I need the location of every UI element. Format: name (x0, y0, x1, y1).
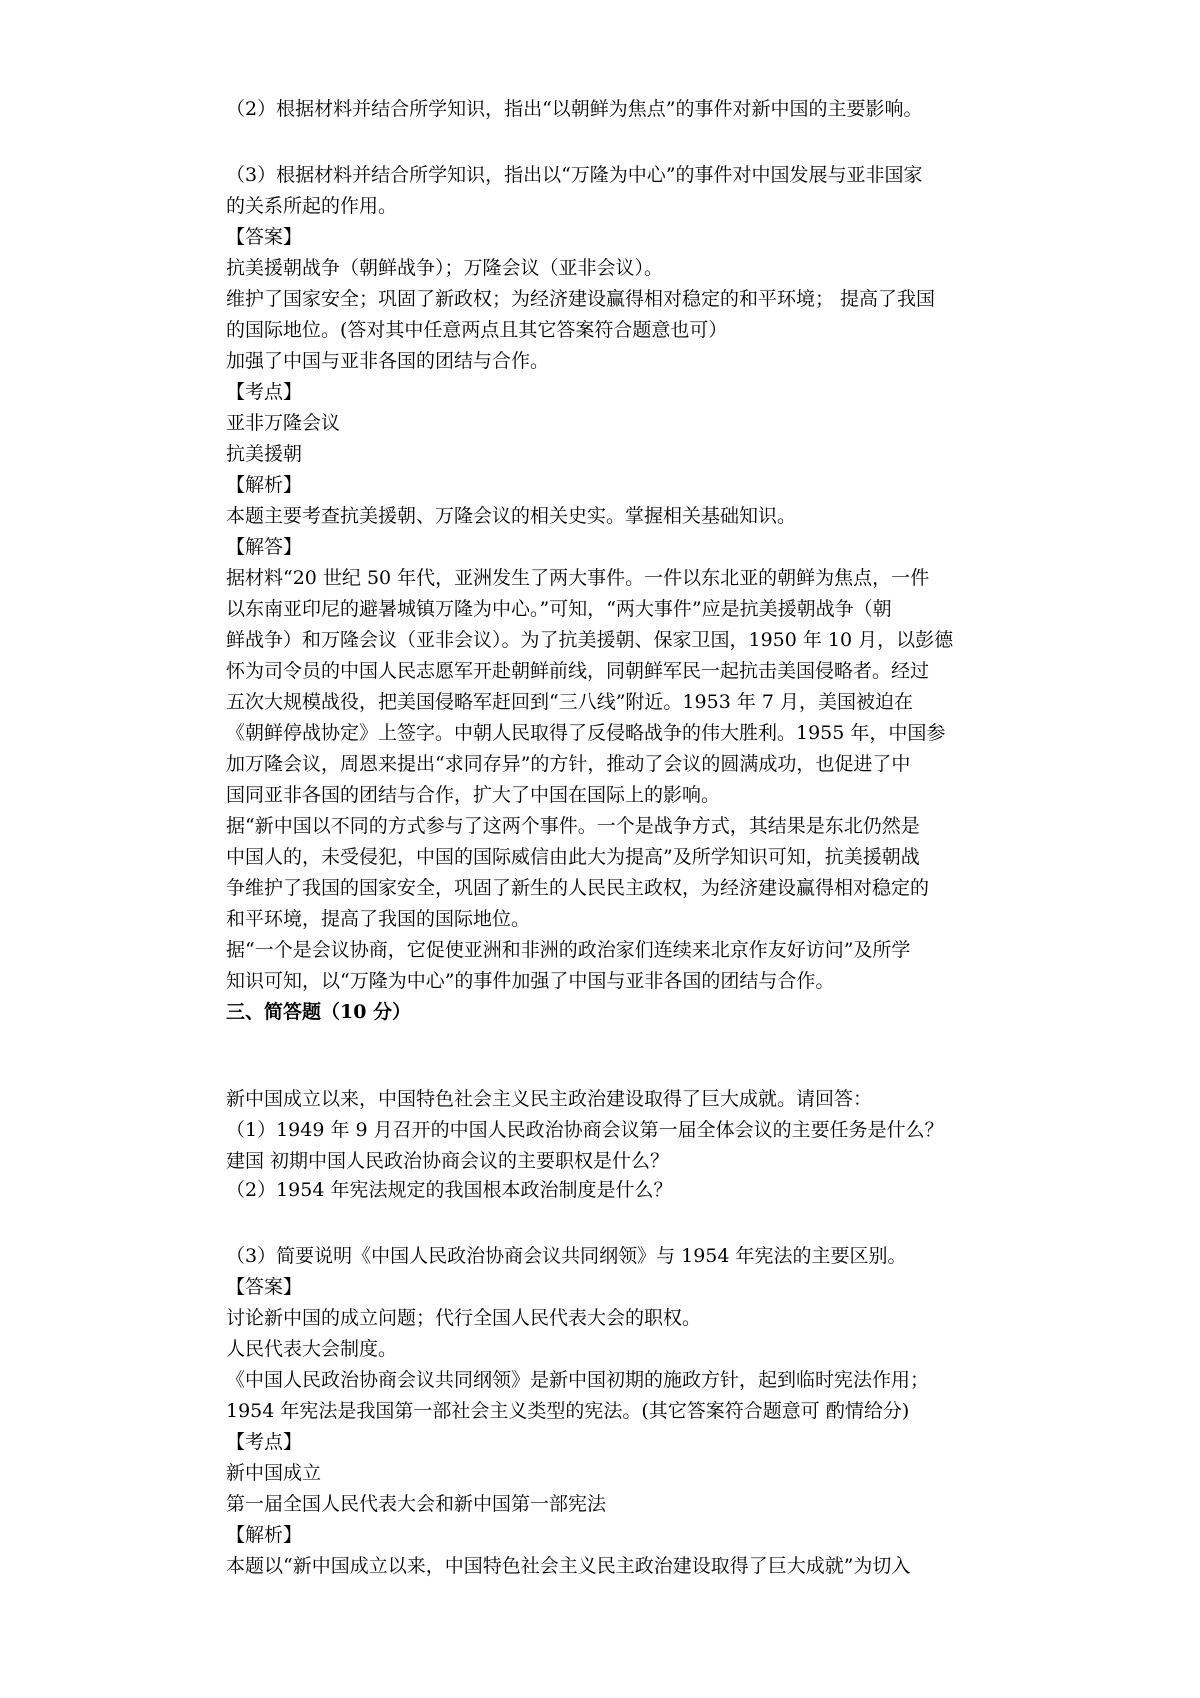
text-line: （2）根据材料并结合所学知识，指出“以朝鲜为焦点”的事件对新中国的主要影响。 (226, 98, 923, 120)
text-line: 维护了国家安全；巩固了新政权；为经济建设赢得相对稳定的和平环境； 提高了我国 (226, 288, 936, 310)
text-line: 加强了中国与亚非各国的团结与合作。 (226, 350, 550, 372)
text-line: 抗美援朝 (226, 443, 303, 465)
part1-question-3 (226, 160, 1026, 222)
section-3-questions (226, 1084, 1026, 1177)
text-line: 加万隆会议，周恩来提出“求同存异”的方针，推动了会议的圆满成功，也促进了中 (226, 753, 911, 775)
text-line: （3）根据材料并结合所学知识，指出以“万隆为中心”的事件对中国发展与亚非国家 (226, 164, 923, 186)
text-line: 鲜战争）和万隆会议（亚非会议）。为了抗美援朝、保家卫国，1950 年 10 月，以彭德 (226, 629, 954, 651)
text-line: 国同亚非各国的团结与合作，扩大了中国在国际上的影响。 (226, 784, 721, 806)
text-line: 的国际地位。(答对其中任意两点且其它答案符合题意也可） (226, 319, 728, 341)
text-line: （1）1949 年 9 月召开的中国人民政治协商会议第一届全体会议的主要任务是什么？ (226, 1119, 944, 1141)
section-3-heading: 三、简答题（10 分） (226, 1001, 412, 1023)
text-line: 争维护了我国的国家安全，巩固了新生的人民民主政权，为经济建设赢得相对稳定的 (226, 877, 930, 899)
text-line: 本题以“新中国成立以来，中国特色社会主义民主政治建设取得了巨大成就”为切入 (226, 1555, 911, 1577)
text-line: 1954 年宪法是我国第一部社会主义类型的宪法。(其它答案符合题意可 酌情给分) (226, 1400, 910, 1422)
text-line: 建国 初期中国人民政治协商会议的主要职权是什么？ (226, 1150, 670, 1172)
points-label: 【考点】 (226, 1431, 303, 1453)
text-line: 抗美援朝战争（朝鲜战争）；万隆会议（亚非会议）。 (226, 257, 664, 279)
text-line: 讨论新中国的成立问题；代行全国人民代表大会的职权。 (226, 1307, 702, 1329)
text-line: 和平环境，提高了我国的国际地位。 (226, 908, 531, 930)
text-line: （2）1954 年宪法规定的我国根本政治制度是什么？ (226, 1179, 673, 1201)
text-line: 人民代表大会制度。 (226, 1338, 398, 1360)
text-line: 五次大规模战役，把美国侵略军赶回到“三八线”附近。1953 年 7 月，美国被迫在 (226, 691, 913, 713)
analysis-label: 【解析】 (226, 474, 303, 496)
text-line: 新中国成立 (226, 1462, 322, 1484)
text-line: 怀为司令员的中国人民志愿军开赴朝鲜前线，同朝鲜军民一起抗击美国侵略者。经过 (226, 660, 930, 682)
answer-label: 【答案】 (226, 1276, 303, 1298)
solution-label: 【解答】 (226, 536, 303, 558)
text-line: 的关系所起的作用。 (226, 195, 398, 217)
section-3-answer-block (226, 1241, 1026, 1582)
text-line: 《中国人民政治协商会议共同纲领》是新中国初期的施政方针，起到临时宪法作用； (226, 1369, 930, 1391)
text-line: 中国人的，未受侵犯，中国的国际威信由此大为提高”及所学知识可知，抗美援朝战 (226, 846, 920, 868)
text-line: 本题主要考查抗美援朝、万隆会议的相关史实。掌握相关基础知识。 (226, 505, 797, 527)
points-label: 【考点】 (226, 381, 303, 403)
text-line: 知识可知，以“万隆为中心”的事件加强了中国与亚非各国的团结与合作。 (226, 970, 835, 992)
text-line: 以东南亚印尼的避暑城镇万隆为中心。”可知，“两大事件”应是抗美援朝战争（朝 (226, 598, 892, 620)
text-line: 新中国成立以来，中国特色社会主义民主政治建设取得了巨大成就。请回答： (226, 1088, 873, 1110)
text-line: （3）简要说明《中国人民政治协商会议共同纲领》与 1954 年宪法的主要区别。 (226, 1245, 907, 1267)
section-3-question-2 (226, 1175, 1026, 1206)
text-line: 《朝鲜停战协定》上签字。中朝人民取得了反侵略战争的伟大胜利。1955 年，中国参 (226, 722, 946, 744)
analysis-label: 【解析】 (226, 1524, 303, 1546)
part1-answer-block (226, 222, 1026, 1028)
text-line: 据“一个是会议协商，它促使亚洲和非洲的政治家们连续来北京作友好访问”及所学 (226, 939, 911, 961)
text-line: 第一届全国人民代表大会和新中国第一部宪法 (226, 1493, 607, 1515)
part1-question-2 (226, 94, 1026, 125)
answer-label: 【答案】 (226, 226, 303, 248)
text-line: 据“新中国以不同的方式参与了这两个事件。一个是战争方式，其结果是东北仍然是 (226, 815, 920, 837)
text-line: 据材料“20 世纪 50 年代，亚洲发生了两大事件。一件以东北亚的朝鲜为焦点，一件 (226, 567, 930, 589)
text-line: 亚非万隆会议 (226, 412, 341, 434)
